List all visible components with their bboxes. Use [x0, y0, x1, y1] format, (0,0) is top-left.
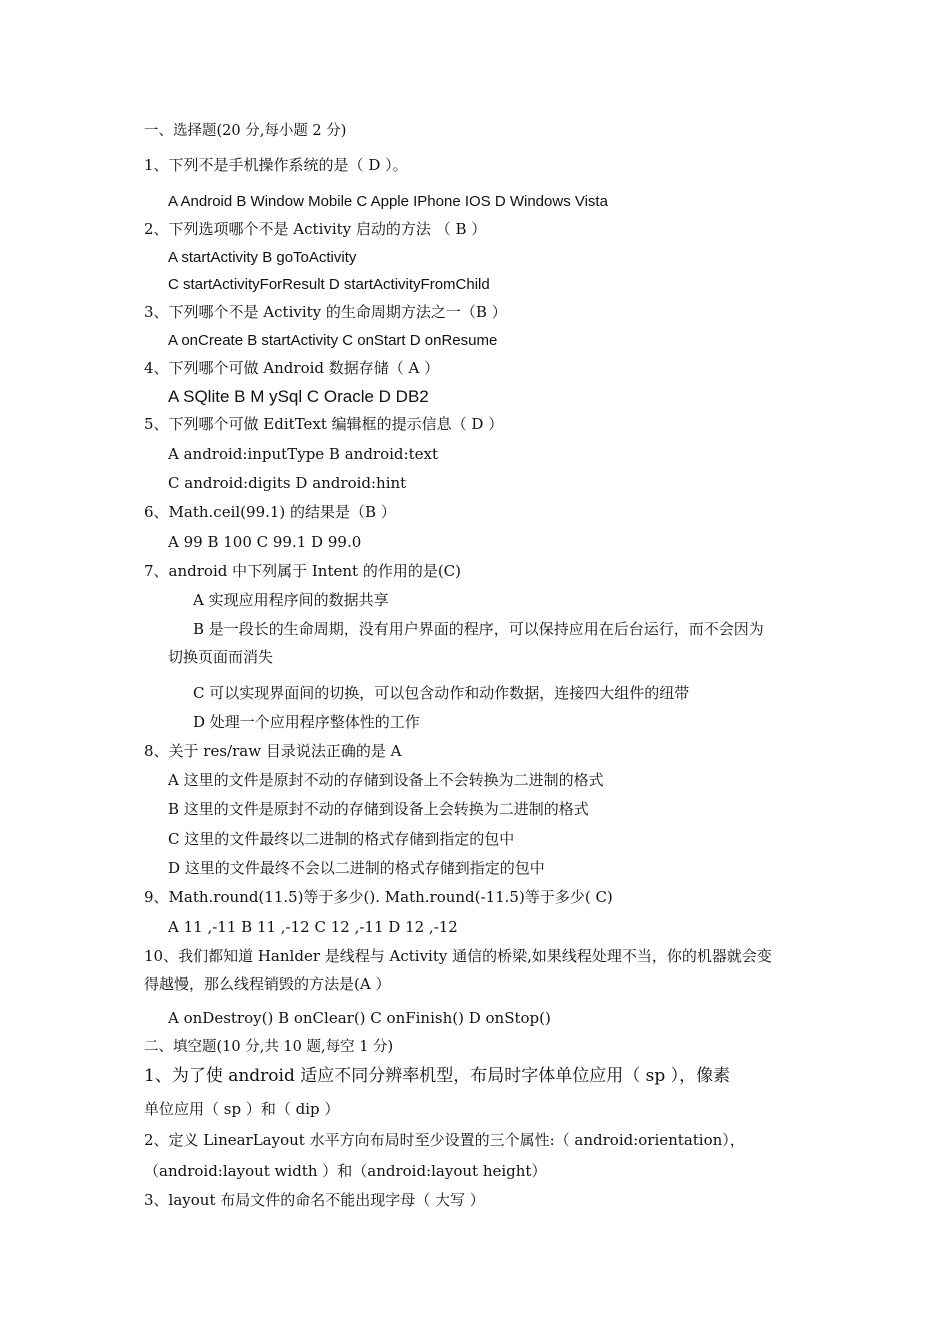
- q7-option-c: C 可以实现界面间的切换，可以包含动作和动作数据，连接四大组件的纽带: [193, 684, 690, 702]
- q2-options-line2: C startActivityForResult D startActivityFromChild: [168, 276, 490, 293]
- q7-option-a: A 实现应用程序间的数据共享: [193, 591, 389, 609]
- q7-option-b-line2: 切换页面而消失: [168, 648, 274, 666]
- q3-stem: 3、下列哪个不是 Activity 的生命周期方法之一（B ）: [144, 303, 507, 321]
- fill2-line1: 2、定义 LinearLayout 水平方向布局时至少设置的三个属性:（ android:orientation），: [144, 1131, 745, 1149]
- q5-options-line2: C android:digits D android:hint: [168, 474, 407, 492]
- q5-stem: 5、下列哪个可做 EditText 编辑框的提示信息（ D ）: [144, 415, 504, 433]
- q7-stem: 7、android 中下列属于 Intent 的作用的是(C): [144, 562, 462, 580]
- section1-title: 一、选择题(20 分,每小题 2 分): [144, 123, 347, 139]
- q8-stem: 8、关于 res/raw 目录说法正确的是 A: [144, 742, 402, 760]
- fill3-line1: 3、layout 布局文件的命名不能出现字母（ 大写 ）: [144, 1191, 485, 1209]
- q8-option-d: D 这里的文件最终不会以二进制的格式存储到指定的包中: [168, 859, 545, 877]
- fill1-line2: 单位应用（ sp ）和（ dip ）: [144, 1100, 340, 1118]
- q8-option-a: A 这里的文件是原封不动的存储到设备上不会转换为二进制的格式: [168, 771, 604, 789]
- q10-options: A onDestroy() B onClear() C onFinish() D onStop(): [168, 1009, 551, 1027]
- q7-option-b-line1: B 是一段长的生命周期，没有用户界面的程序，可以保持应用在后台运行，而不会因为: [193, 620, 764, 638]
- q4-options: A SQlite B M ySql C Oracle D DB2: [168, 387, 429, 406]
- q10-stem-line1: 10、我们都知道 Hanlder 是线程与 Activity 通信的桥梁,如果线程处理不当，你的机器就会变: [144, 947, 772, 965]
- q6-options: A 99 B 100 C 99.1 D 99.0: [168, 533, 362, 551]
- q7-option-d: D 处理一个应用程序整体性的工作: [193, 713, 420, 731]
- q2-options-line1: A startActivity B goToActivity: [168, 249, 357, 266]
- q9-options: A 11 ,-11 B 11 ,-12 C 12 ,-11 D 12 ,-12: [168, 918, 458, 936]
- fill1-line1: 1、为了使 android 适应不同分辨率机型，布局时字体单位应用（ sp ），像素: [144, 1066, 731, 1086]
- q3-options: A onCreate B startActivity C onStart D onResume: [168, 332, 498, 349]
- q8-option-c: C 这里的文件最终以二进制的格式存储到指定的包中: [168, 830, 515, 848]
- q6-stem: 6、Math.ceil(99.1) 的结果是（B ）: [144, 503, 396, 521]
- q1-stem: 1、下列不是手机操作系统的是（ D ）。: [144, 156, 408, 174]
- q9-stem: 9、Math.round(11.5)等于多少(). Math.round(-11.5)等于多少( C): [144, 888, 613, 906]
- section2-title: 二、填空题(10 分,共 10 题,每空 1 分): [144, 1039, 394, 1055]
- fill2-line2: （android:layout width ）和（android:layout height）: [144, 1162, 547, 1180]
- q1-options: A Android B Window Mobile C Apple IPhone IOS D Windows Vista: [168, 193, 608, 210]
- q4-stem: 4、下列哪个可做 Android 数据存储（ A ）: [144, 359, 440, 377]
- q10-stem-line2: 得越慢，那么线程销毁的方法是(A ）: [144, 975, 391, 993]
- q8-option-b: B 这里的文件是原封不动的存储到设备上会转换为二进制的格式: [168, 800, 589, 818]
- q2-stem: 2、下列选项哪个不是 Activity 启动的方法 （ B ）: [144, 220, 487, 238]
- q5-options-line1: A android:inputType B android:text: [168, 445, 438, 463]
